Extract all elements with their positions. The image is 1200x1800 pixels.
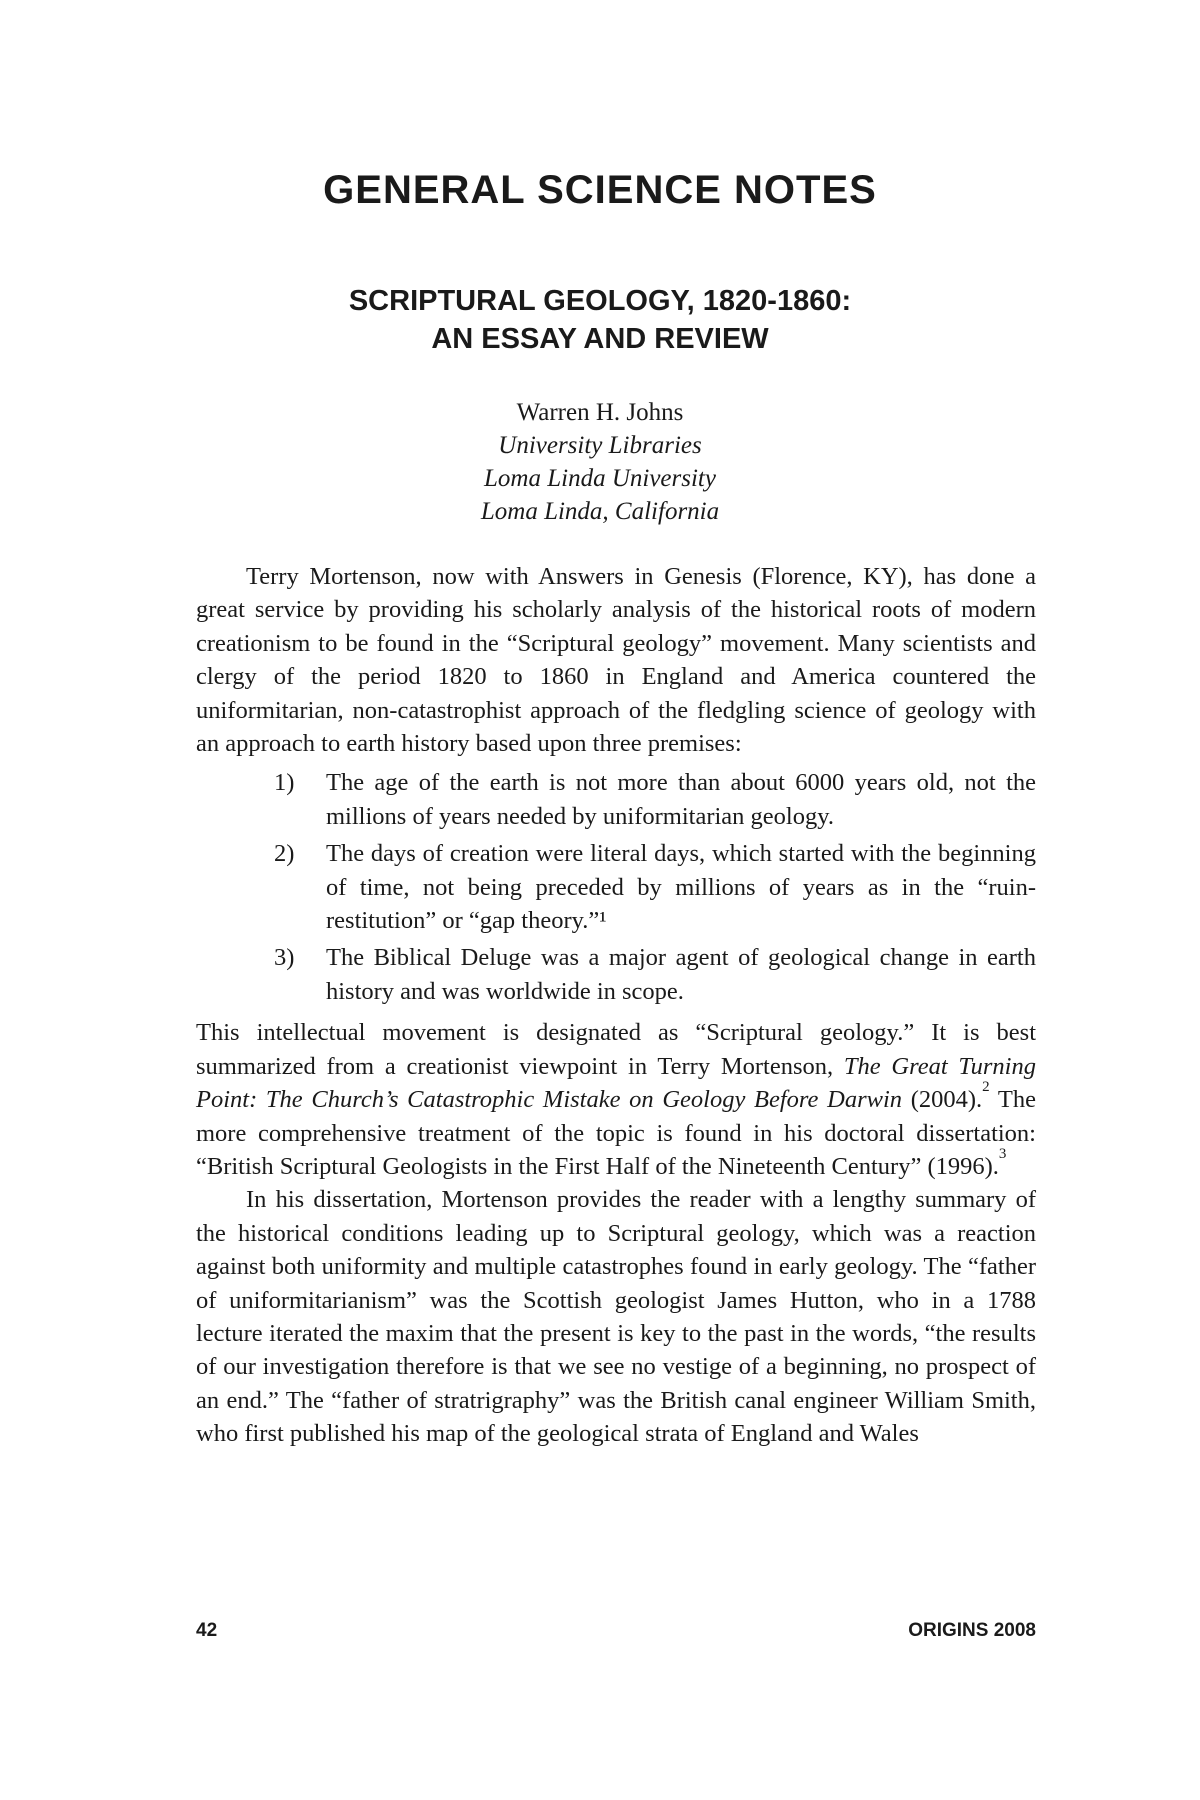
author-name: Warren H. Johns (516, 399, 684, 426)
book-title: The Great Turning Point: The Church’s Catastrophic Mistake on Geology Before Darwin (196, 1052, 1036, 1114)
premise-number: 1) (274, 769, 295, 797)
page-number: 42 (196, 1620, 218, 1641)
article-body (196, 560, 1036, 1451)
paragraph-text: This intellectual movement is designated as “Scriptural geology.” It is best summarized from a creationist viewpoint in Terry Mortenson, (196, 1019, 1036, 1080)
section-heading: GENERAL SCIENCE NOTES (323, 168, 877, 212)
premise-number: 3) (274, 944, 295, 972)
dissertation-paragraph: In his dissertation, Mortenson provides the reader with a lengthy summary of the historical conditions leading up to Scriptural geology, which was a reaction against both uniformity and multiple catastrophes found in early geology. The “father of uniformitarianism” was the Scottish geologist James Hutton, who in a 1788 lecture iterated the maxim that the present is key to the past in the words, “the results of our investigation therefore is that we see no vestige of a beginning, no prospect of an end.” The “father of stratrigraphy” was the British canal engineer William Smith, who first published his map of the geological strata of England and Wales (196, 1186, 1036, 1448)
premise-text: The age of the earth is not more than about 6000 years old, not the millions of years needed by uniformitarian geology. (326, 769, 1036, 830)
premise-text: The Biblical Deluge was a major agent of geological change in earth history and was worldwide in scope. (326, 944, 1036, 1005)
article-title-line-2: AN ESSAY AND REVIEW (431, 323, 769, 355)
premise-item-1 (196, 766, 1036, 833)
footnote-ref-2: 2 (982, 1079, 990, 1096)
premise-text: The days of creation were literal days, which started with the beginning of time, not being preceded by millions of years as in the “ruin-restitution” or “gap theory.”¹ (326, 840, 1036, 935)
journal-name: ORIGINS 2008 (908, 1620, 1036, 1641)
premises-list (196, 766, 1036, 1008)
footnote-ref-3: 3 (998, 1145, 1007, 1162)
article-title-line-1: SCRIPTURAL GEOLOGY, 1820-1860: (348, 285, 852, 317)
paragraph-text: The more comprehensive treatment of the topic is found in his doctoral dissertation: “British Scriptural Geologists in the First Half of the Nineteenth Century” (1996). (196, 1086, 1036, 1180)
scriptural-geology-paragraph (196, 1016, 1036, 1183)
page-footer (196, 1620, 1036, 1642)
paragraph-text: (2004). (902, 1086, 983, 1114)
intro-paragraph: Terry Mortenson, now with Answers in Genesis (Florence, KY), has done a great service by providing his scholarly analysis of the historical roots of modern creationism to be found in the “Scriptural geology” movement. Many scientists and clergy of the period 1820 to 1860 in England and America countered the uniformitarian, non-catastrophist approach of the fledgling science of geology with an approach to earth history based upon three premises: (196, 563, 1036, 758)
premise-item-2 (196, 837, 1036, 937)
author-byline (0, 396, 1200, 528)
article-title (0, 282, 1200, 358)
author-affiliation-location: Loma Linda, California (480, 498, 720, 525)
premise-item-3 (196, 941, 1036, 1008)
author-affiliation-department: University Libraries (498, 432, 702, 459)
author-affiliation-university: Loma Linda University (484, 465, 716, 492)
premise-number: 2) (274, 840, 295, 868)
